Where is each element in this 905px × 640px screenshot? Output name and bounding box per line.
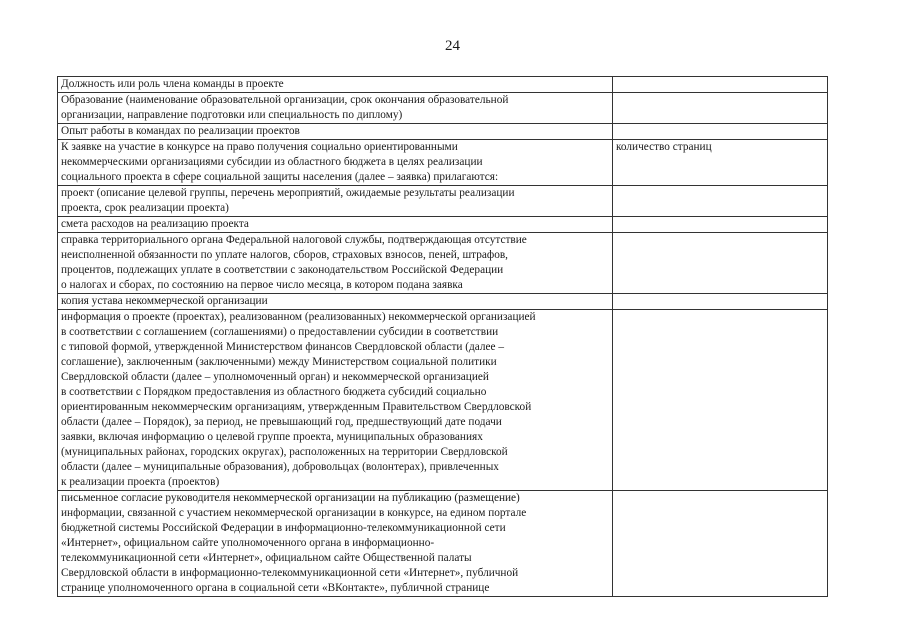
page-number: 24 (445, 38, 460, 54)
table-row (58, 124, 828, 140)
row-value (613, 217, 828, 233)
row-value (613, 294, 828, 310)
row-value (613, 491, 828, 597)
row-value (613, 77, 828, 93)
row-value (613, 93, 828, 124)
table-row (58, 233, 828, 294)
row-label: письменное согласие руководителя некоммерческой организации на публикацию (размещение) информации, связанной с участием некоммерческой организации в конкурсе, на едином портале бюджетной системы Российской Федерации в информационно-телекоммуникационной сети «Интернет», официальном сайте уполномоченного органа в информационно- телекоммуникационной сети «Интернет», официальном сайте Общественной палаты Свердловской области в информационно-телекоммуникационной сети «Интернет», публичной странице уполномоченного органа в социальной сети «ВКонтакте», публичной странице (58, 491, 613, 597)
row-label: Образование (наименование образовательной организации, срок окончания образовательной организации, направление подготовки или специальность по диплому) (58, 93, 613, 124)
row-value: количество страниц (613, 140, 828, 186)
row-value (613, 186, 828, 217)
table-row (58, 77, 828, 93)
table-row (58, 186, 828, 217)
table-row (58, 140, 828, 186)
row-value (613, 124, 828, 140)
row-value (613, 310, 828, 491)
row-label: смета расходов на реализацию проекта (58, 217, 613, 233)
table-row (58, 217, 828, 233)
row-label: справка территориального органа Федеральной налоговой службы, подтверждающая отсутствие неисполненной обязанности по уплате налогов, сборов, страховых взносов, пеней, штрафов, процентов, подлежащих уплате в соответствии с законодательством Российской Федерации о налогах и сборах, по состоянию на первое число месяца, в котором подана заявка (58, 233, 613, 294)
table-row (58, 310, 828, 491)
table-row (58, 93, 828, 124)
row-label: К заявке на участие в конкурсе на право получения социально ориентированными некоммерческими организациями субсидии из областного бюджета в целях реализации социального проекта в сфере социальной защиты населения (далее – заявка) прилагаются: (58, 140, 613, 186)
row-label: информация о проекте (проектах), реализованном (реализованных) некоммерческой организацией в соответствии с соглашением (соглашениями) о предоставлении субсидии в соответствии с типовой формой, утвержденной Министерством финансов Свердловской области (далее – соглашение), заключенным (заключенными) между Министерством социальной политики Свердловской области (далее – уполномоченный орган) и некоммерческой организацией в соответствии с Порядком предоставления из областного бюджета субсидий социально ориентированным некоммерческим организациям, утвержденным Правительством Свердловской области (далее – Порядок), за период, не превышающий год, предшествующий дате подачи заявки, включая информацию о целевой группе проекта, муниципальных образованиях (муниципальных районах, городских округах), расположенных на территории Свердловской области (далее – муниципальные образования), добровольцах (волонтерах), привлеченных к реализации проекта (проектов) (58, 310, 613, 491)
row-label: копия устава некоммерческой организации (58, 294, 613, 310)
row-label: проект (описание целевой группы, перечень мероприятий, ожидаемые результаты реализации проекта, срок реализации проекта) (58, 186, 613, 217)
application-form-table (57, 76, 828, 597)
table-row (58, 491, 828, 597)
table-row (58, 294, 828, 310)
row-label: Опыт работы в командах по реализации проектов (58, 124, 613, 140)
row-value (613, 233, 828, 294)
row-label: Должность или роль члена команды в проекте (58, 77, 613, 93)
